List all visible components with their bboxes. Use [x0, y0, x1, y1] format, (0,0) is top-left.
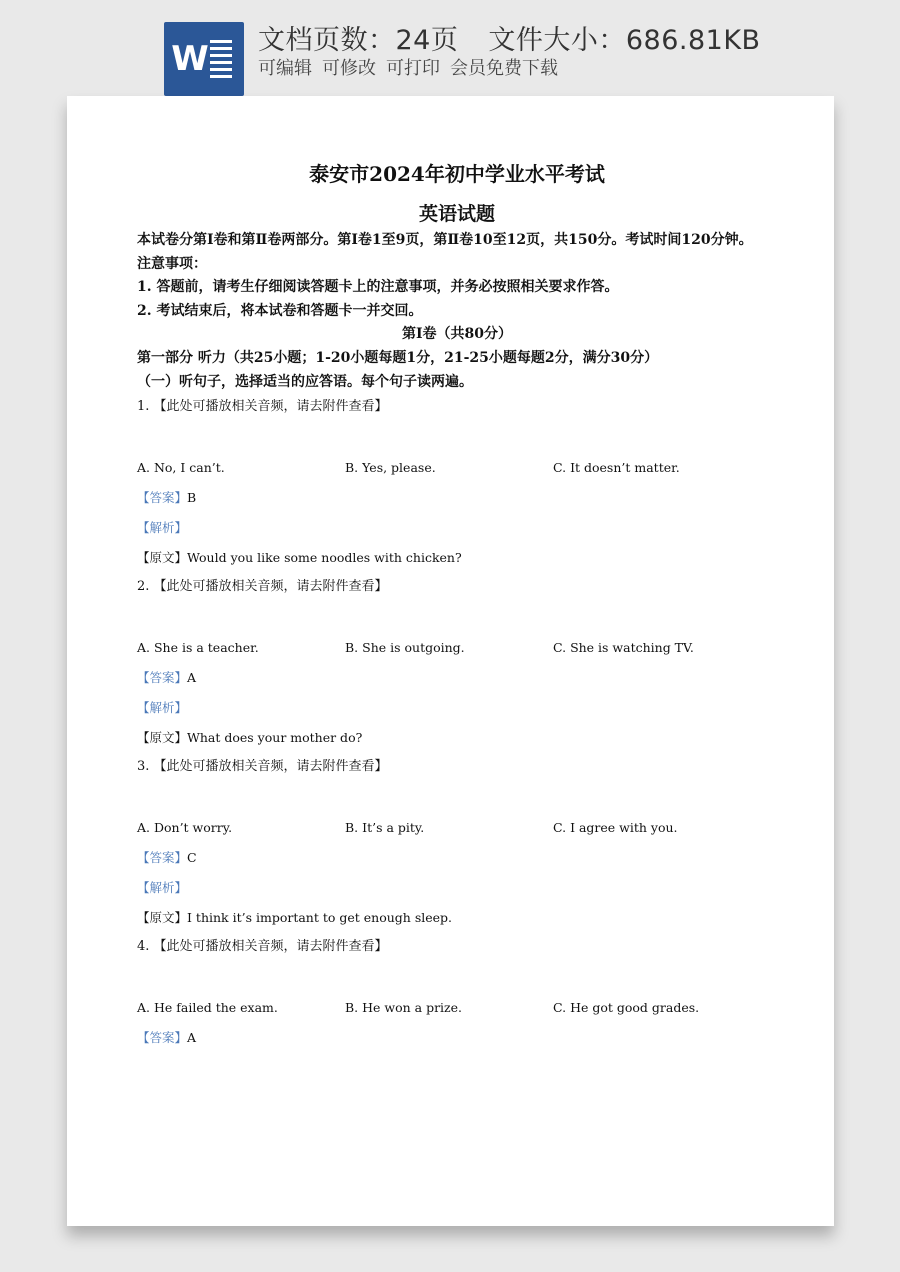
question-stem: 3. 【此处可播放相关音频，请去附件查看】: [137, 759, 388, 775]
notice-item-2: 2. 考试结束后，将本试卷和答题卡一并交回。: [137, 302, 423, 319]
option-b: B. It’s a pity.: [345, 820, 425, 836]
original-label: 【原文】: [137, 550, 188, 566]
option-a: A. Don’t worry.: [137, 820, 233, 836]
word-icon-letter: W: [171, 39, 209, 79]
file-size: 文件大小：686.81KB: [488, 25, 761, 56]
notice-heading: 注意事项：: [137, 255, 207, 272]
section-title: 第Ⅰ卷（共80分）: [401, 326, 513, 343]
answer-options: [137, 638, 777, 658]
answer-value: A: [187, 1030, 197, 1046]
answer-options: [137, 458, 777, 478]
original-text: Would you like some noodles with chicken?: [187, 550, 462, 566]
option-c: C. It doesn’t matter.: [553, 460, 680, 476]
analysis-label: 【解析】: [137, 700, 188, 716]
option-b: B. She is outgoing.: [345, 640, 465, 656]
option-a: A. She is a teacher.: [137, 640, 259, 656]
exam-intro: 本试卷分第Ⅰ卷和第Ⅱ卷两部分。第Ⅰ卷1至9页，第Ⅱ卷10至12页，共150分。考试时间120分钟。: [137, 232, 753, 248]
download-banner: [0, 0, 900, 100]
question-block: [137, 397, 777, 568]
original-line: [137, 728, 777, 748]
analysis-label: 【解析】: [137, 880, 188, 896]
answer-line: [137, 488, 777, 508]
answer-label: 【答案】: [137, 670, 188, 686]
exam-title: 泰安市2024年初中学业水平考试: [309, 162, 605, 186]
answer-value: C: [187, 850, 197, 866]
option-b: B. He won a prize.: [345, 1000, 463, 1016]
feature-list: [258, 54, 568, 80]
original-line: [137, 548, 777, 568]
answer-options: [137, 998, 777, 1018]
answer-label: 【答案】: [137, 490, 188, 506]
feature-printable: 可打印: [386, 58, 440, 79]
original-line: [137, 908, 777, 928]
answer-line: [137, 668, 777, 688]
original-label: 【原文】: [137, 730, 188, 746]
document-page: [67, 96, 834, 1226]
original-text: I think it’s important to get enough sleep.: [187, 910, 453, 926]
original-label: 【原文】: [137, 910, 188, 926]
answer-line: [137, 848, 777, 868]
option-a: A. No, I can’t.: [137, 460, 225, 476]
file-meta-title: [258, 18, 791, 57]
word-document-icon: [164, 22, 244, 96]
answer-label: 【答案】: [137, 850, 188, 866]
option-a: A. He failed the exam.: [137, 1000, 278, 1016]
question-stem: 2. 【此处可播放相关音频，请去附件查看】: [137, 579, 388, 595]
analysis-line: [137, 698, 777, 718]
question-stem: 1. 【此处可播放相关音频，请去附件查看】: [137, 399, 388, 415]
answer-value: A: [187, 670, 197, 686]
option-b: B. Yes, please.: [345, 460, 436, 476]
answer-options: [137, 818, 777, 838]
question-stem: 4. 【此处可播放相关音频，请去附件查看】: [137, 939, 388, 955]
answer-line: [137, 1028, 777, 1048]
part-title: 第一部分 听力（共25小题；1-20小题每题1分，21-25小题每题2分，满分30分）: [137, 349, 659, 366]
page-count: 文档页数：24页: [258, 25, 459, 56]
answer-value: B: [187, 490, 197, 506]
question-block: [137, 577, 777, 748]
question-block: [137, 757, 777, 928]
option-c: C. He got good grades.: [553, 1000, 700, 1016]
exam-subtitle: 英语试题: [418, 203, 495, 225]
question-block: [137, 937, 777, 1048]
analysis-label: 【解析】: [137, 520, 188, 536]
analysis-line: [137, 518, 777, 538]
document-body: [137, 158, 777, 1048]
option-c: C. She is watching TV.: [553, 640, 694, 656]
notice-item-1: 1. 答题前，请考生仔细阅读答题卡上的注意事项，并务必按照相关要求作答。: [137, 279, 619, 296]
feature-modifiable: 可修改: [322, 58, 376, 79]
feature-member-download: 会员免费下载: [450, 58, 558, 79]
answer-label: 【答案】: [137, 1030, 188, 1046]
subsection-title: （一）听句子，选择适当的应答语。每个句子读两遍。: [137, 373, 473, 390]
analysis-line: [137, 878, 777, 898]
original-text: What does your mother do?: [187, 730, 363, 746]
option-c: C. I agree with you.: [553, 820, 678, 836]
feature-editable: 可编辑: [258, 58, 312, 79]
